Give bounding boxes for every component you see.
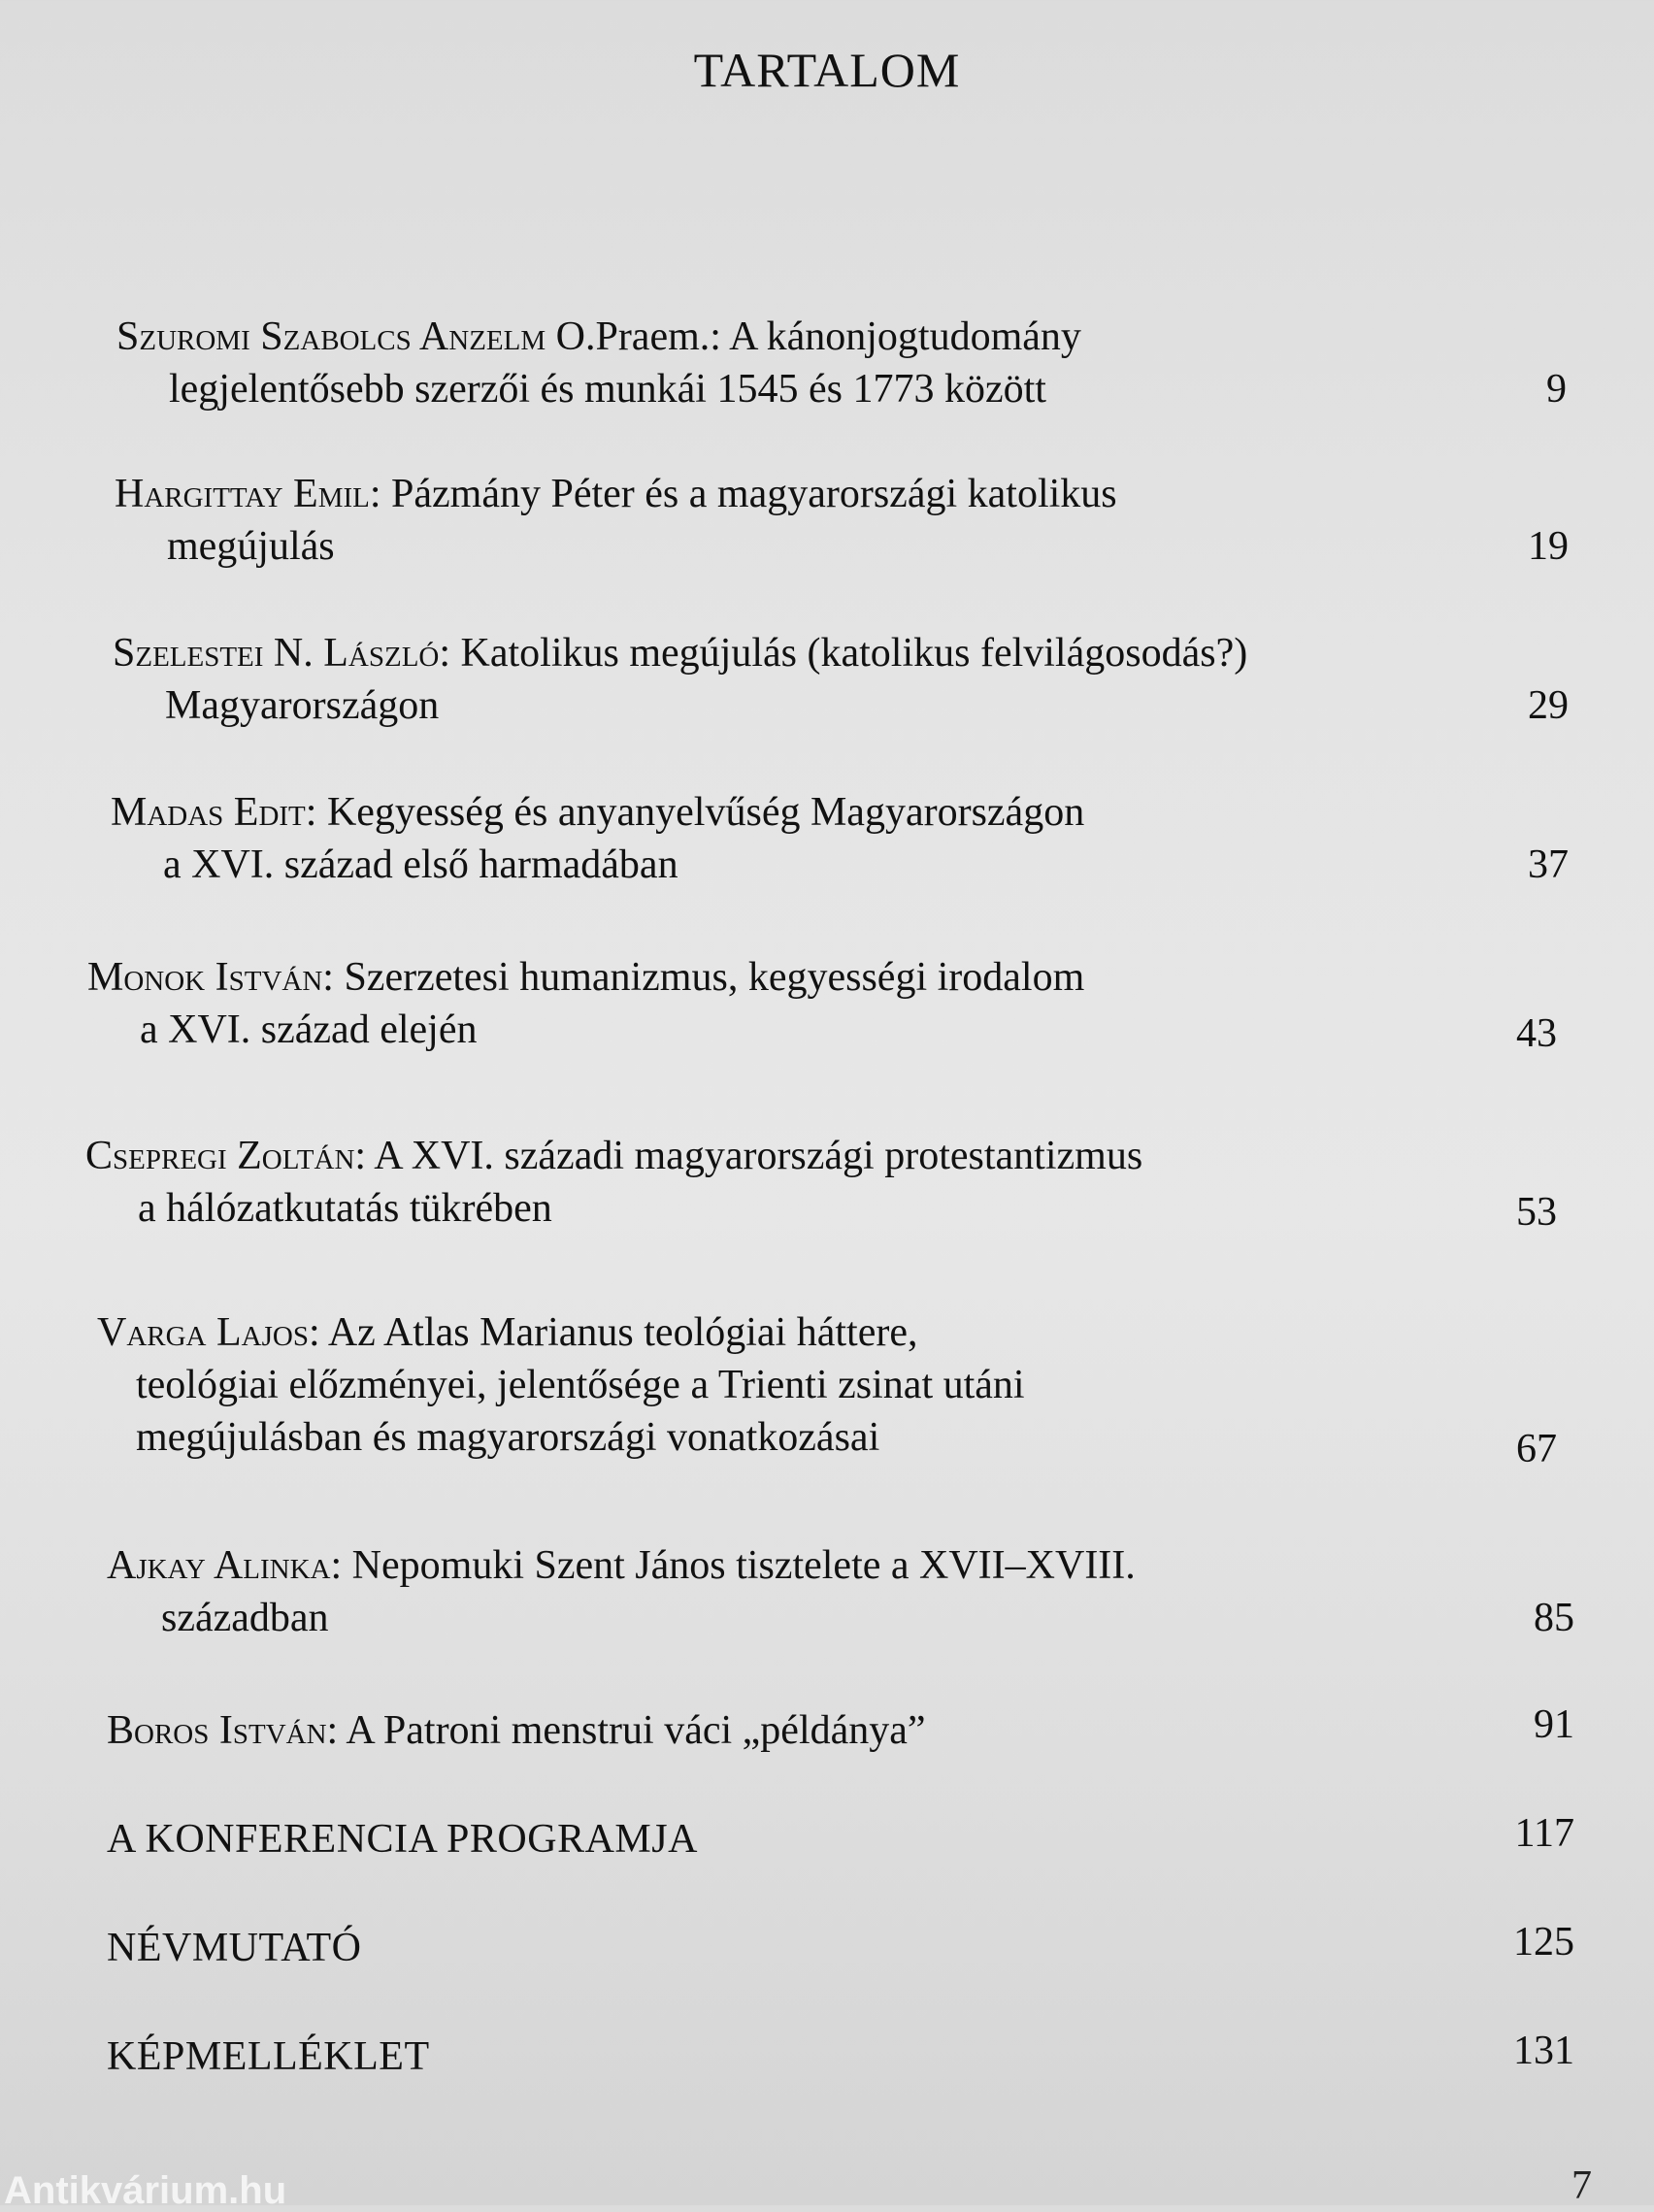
entry-page-number: 67: [1516, 1427, 1557, 1471]
entry-page-number: 19: [1528, 524, 1569, 569]
entry-page-number: 43: [1516, 1011, 1557, 1056]
toc-entry: Szelestei N. László: Katolikus megújulás (katolikus felvilágosodás?) Magyarországon: [113, 627, 1247, 732]
section-page-number: 131: [1513, 2029, 1574, 2073]
entry-title: Kegyesség és anyanyelvűség Magyarországon: [316, 790, 1085, 835]
toc-entry: Ajkay Alinka: Nepomuki Szent János tisztelete a XVII–XVIII. században: [107, 1539, 1136, 1644]
entry-author: Csepregi Zoltán: [85, 1134, 355, 1178]
toc-section: [107, 2030, 430, 2083]
entry-page-number: 29: [1528, 683, 1569, 728]
entry-author: Varga Lajos: [97, 1310, 309, 1355]
toc-entry: Hargittay Emil: Pázmány Péter és a magyarországi katolikus megújulás: [115, 468, 1117, 573]
entry-title-continuation: teológiai előzményei, jelentősége a Trienti zsinat utáni: [136, 1363, 1025, 1407]
entry-page-number: 9: [1546, 367, 1567, 412]
section-title: KÉPMELLÉKLET: [107, 2034, 430, 2079]
entry-page-number: 85: [1534, 1596, 1574, 1640]
toc-entry: Madas Edit: Kegyesség és anyanyelvűség Magyarországon a XVI. század első harmadában: [111, 786, 1084, 891]
entry-title: A kánonjogtudomány: [720, 314, 1081, 359]
toc-entry: Szuromi Szabolcs Anzelm O.Praem.: A kánonjogtudomány legjelentősebb szerzői és munkái 1545 és 1773 között: [116, 311, 1081, 415]
page-title: TARTALOM: [693, 43, 961, 97]
entry-title-continuation: legjelentősebb szerzői és munkái 1545 és 1773 között: [169, 367, 1046, 412]
entry-title-continuation: megújulás: [167, 524, 335, 569]
entry-title: Szerzetesi humanizmus, kegyességi irodalom: [333, 955, 1085, 1000]
section-page-number: 125: [1513, 1920, 1574, 1964]
entry-author: Boros István: [107, 1708, 327, 1753]
entry-title-continuation: a XVI. század elején: [140, 1007, 478, 1052]
toc-section: [107, 1922, 361, 1974]
entry-title: A Patroni menstrui váci „példánya”: [338, 1708, 926, 1753]
entry-title: A XVI. századi magyarországi protestantizmus: [366, 1134, 1143, 1178]
entry-title: Katolikus megújulás (katolikus felvilágosodás?): [450, 631, 1248, 676]
entry-title-continuation: Magyarországon: [165, 683, 440, 728]
toc-section: [107, 1813, 698, 1865]
section-page-number: 117: [1514, 1811, 1574, 1856]
toc-entry: Monok István: Szerzetesi humanizmus, kegyességi irodalom a XVI. század elején: [87, 951, 1084, 1056]
watermark: Antikvárium.hu: [4, 2169, 287, 2212]
entry-author: Madas Edit: [111, 790, 306, 835]
entry-page-number: 53: [1516, 1190, 1557, 1235]
toc-entry: Csepregi Zoltán: A XVI. századi magyarországi protestantizmus a hálózatkutatás tükrében: [85, 1130, 1142, 1235]
entry-title-continuation: a hálózatkutatás tükrében: [138, 1186, 552, 1231]
entry-page-number: 91: [1534, 1702, 1574, 1747]
toc-entry: Boros István: A Patroni menstrui váci „példánya”: [107, 1708, 926, 1753]
entry-author: Szelestei N. László: [113, 631, 440, 676]
section-title: A KONFERENCIA PROGRAMJA: [107, 1817, 698, 1862]
page-number: 7: [1571, 2163, 1592, 2208]
entry-title-continuation: megújulásban és magyarországi vonatkozásai: [136, 1415, 880, 1460]
entry-author: Ajkay Alinka: [107, 1543, 331, 1588]
entry-author: Monok István: [87, 955, 323, 1000]
entry-title-continuation: a XVI. század első harmadában: [163, 842, 678, 887]
entry-title-continuation: században: [161, 1596, 329, 1640]
entry-title: Az Atlas Marianus teológiai háttere,: [319, 1310, 918, 1355]
entry-author: Hargittay Emil: [115, 472, 370, 516]
entry-title: Pázmány Péter és a magyarországi katolikus: [380, 472, 1117, 516]
entry-page-number: 37: [1528, 842, 1569, 887]
entry-title: Nepomuki Szent János tisztelete a XVII–XVIII.: [342, 1543, 1136, 1588]
section-title: NÉVMUTATÓ: [107, 1926, 362, 1970]
toc-entry: Varga Lajos: Az Atlas Marianus teológiai háttere, teológiai előzményei, jelentősége a Trienti zsinat utáni megújulásban és magyarországi vonatkozásai: [97, 1306, 1025, 1464]
entry-author: Szuromi Szabolcs Anzelm: [116, 314, 546, 359]
